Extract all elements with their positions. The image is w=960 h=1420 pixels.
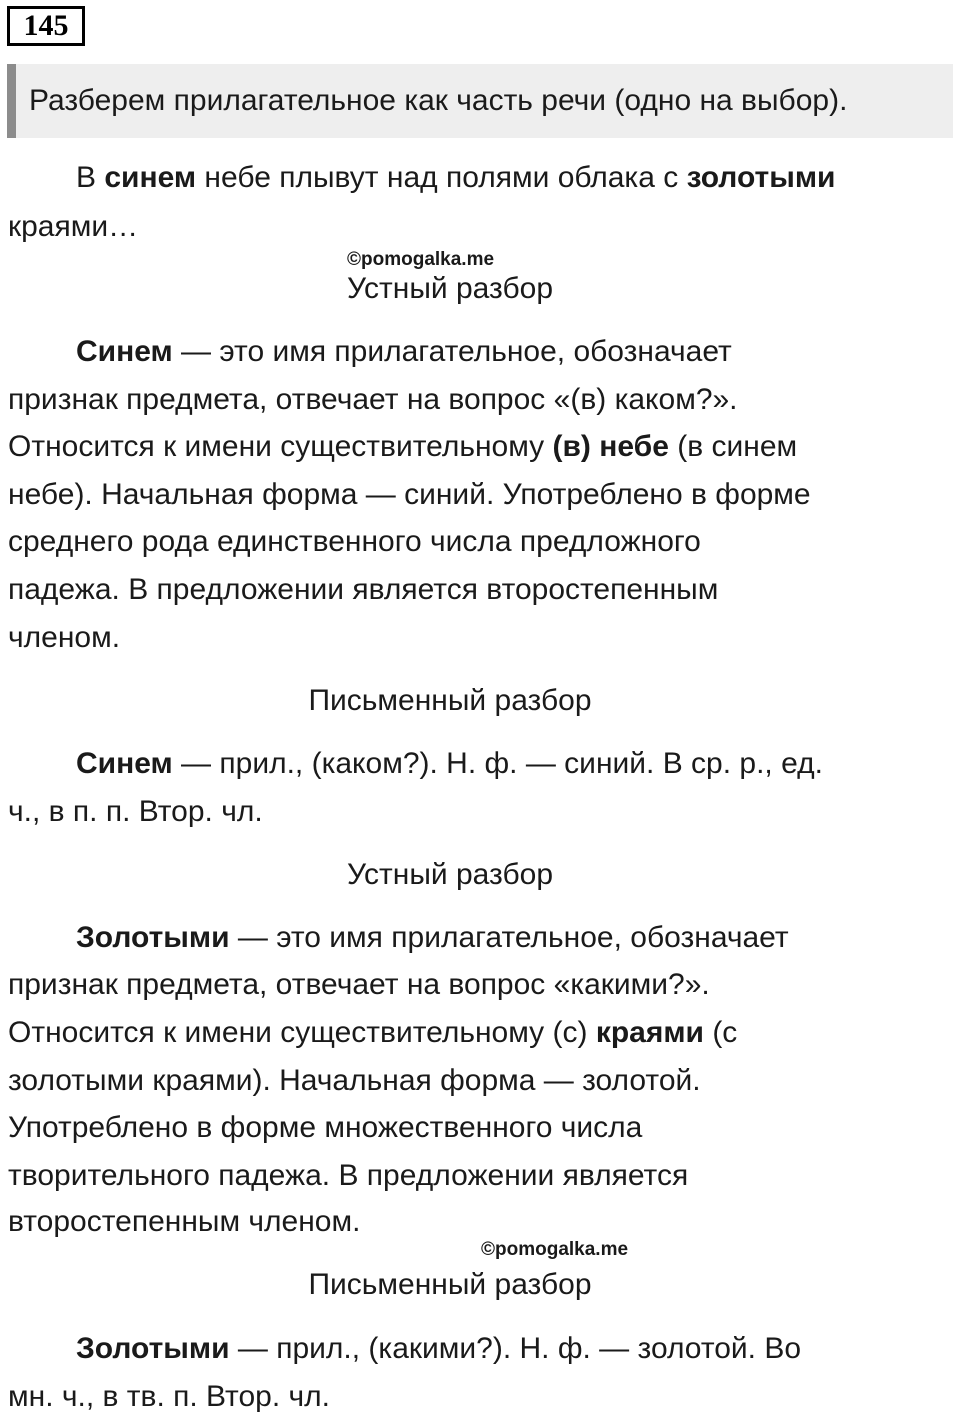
sentence-bold-word: золотыми [686,161,836,194]
bold-noun: (в) небе [552,430,669,463]
written-sinem-line-1 [76,744,823,784]
line-text: — прил., (какими?). Н. ф. — золотой. Во [229,1332,802,1365]
watermark: ©pomogalka.me [347,249,495,270]
oral-zolotymi-line-3 [8,1013,737,1053]
oral-zolotymi-line-4: золотыми краями). Начальная форма — золотой. [8,1064,701,1097]
line-text: — это имя прилагательное, обозначает [172,335,732,368]
section-heading: Устный разбор [346,858,553,891]
line-text: (с [703,1016,738,1049]
line-text: (в синем [668,430,798,463]
bold-noun: краями [595,1016,704,1049]
oral-sinem-line-4: небе). Начальная форма — синий. Употреблено в форме [8,478,811,511]
oral-sinem-line-6: падежа. В предложении является второстепенным [8,573,719,606]
line-text: — это имя прилагательное, обозначает [229,921,789,954]
sentence-line-2: краями… [8,210,139,243]
task-instruction-bar [7,64,953,138]
oral-zolotymi-line-5: Употреблено в форме множественного числа [8,1111,643,1144]
written-zolotymi-line-1 [76,1329,801,1369]
sentence-text: небе плывут над полями облака с [196,161,687,194]
line-text: — прил., (каком?). Н. ф. — синий. В ср. р., ед. [172,747,823,780]
task-instruction: Разберем прилагательное как часть речи (одно на выбор). [29,84,848,117]
oral-zolotymi-line-7: второстепенным членом. [8,1205,361,1238]
analyzed-word: Золотыми [76,921,230,954]
oral-sinem-line-3 [8,427,797,467]
analyzed-word: Синем [76,747,173,780]
oral-sinem-line-7: членом. [8,621,121,654]
oral-sinem-line-2: признак предмета, отвечает на вопрос «(в) каком?». [8,383,738,416]
analyzed-word: Синем [76,335,173,368]
line-text: Относится к имени существительному [8,430,553,463]
task-number: 145 [7,6,85,46]
watermark: ©pomogalka.me [481,1239,629,1260]
oral-zolotymi-line-1 [76,918,789,958]
line-text: Относится к имени существительному (с) [8,1016,596,1049]
sentence-line-1 [76,158,836,198]
section-heading: Устный разбор [346,272,553,305]
sentence-text: В [76,161,105,194]
written-sinem-line-2: ч., в п. п. Втор. чл. [8,795,263,828]
oral-zolotymi-line-2: признак предмета, отвечает на вопрос «какими?». [8,968,710,1001]
written-zolotymi-line-2: мн. ч., в тв. п. Втор. чл. [8,1380,330,1413]
sentence-bold-word: синем [104,161,197,194]
analyzed-word: Золотыми [76,1332,230,1365]
section-heading: Письменный разбор [308,1268,592,1301]
oral-zolotymi-line-6: творительного падежа. В предложении является [8,1159,689,1192]
oral-sinem-line-1 [76,332,732,372]
oral-sinem-line-5: среднего рода единственного числа предложного [8,525,701,558]
section-heading: Письменный разбор [308,684,592,717]
